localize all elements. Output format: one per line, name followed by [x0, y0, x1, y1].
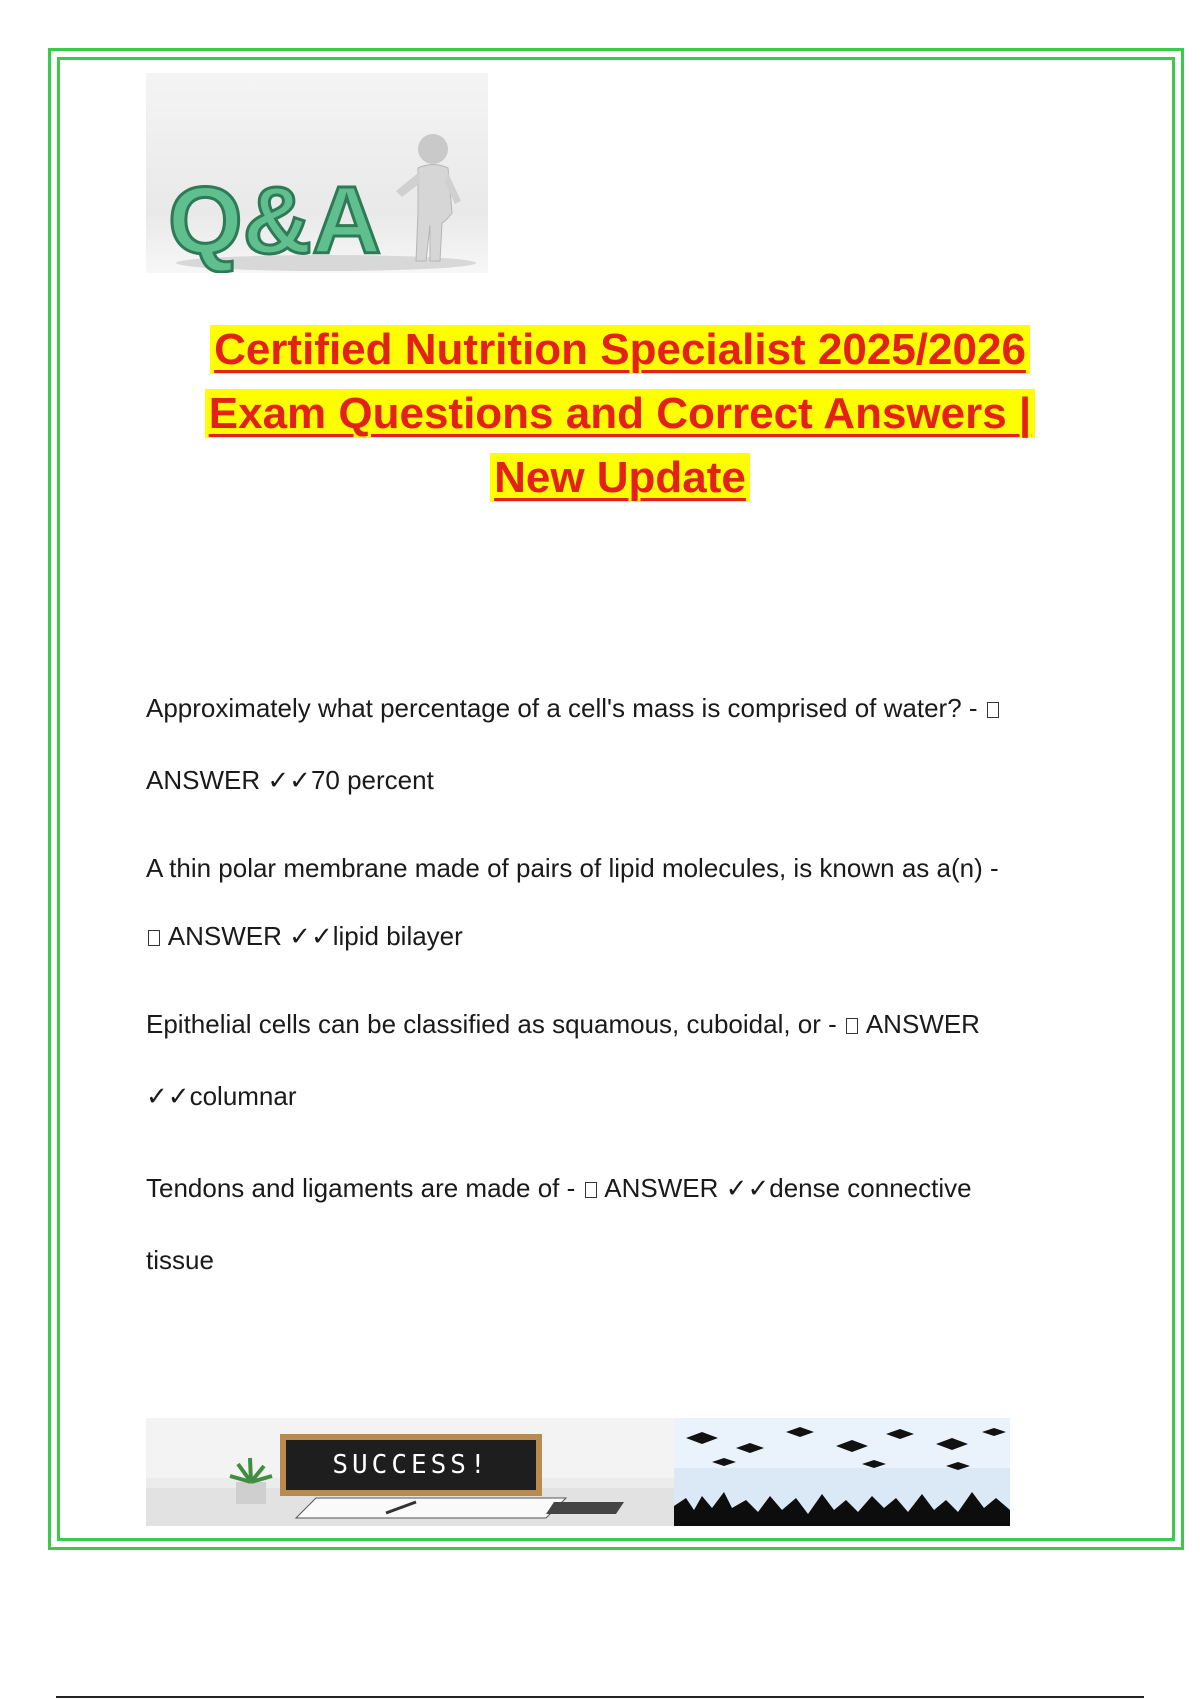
double-check-icon: ✓✓ — [267, 765, 311, 795]
answer-label: ANSWER — [167, 921, 282, 951]
double-check-icon: ✓✓ — [146, 1081, 190, 1111]
graduation-caps-crowd-icon — [674, 1418, 1010, 1526]
double-check-icon: ✓✓ — [289, 921, 333, 951]
question-line — [146, 672, 1086, 744]
answer-label: ANSWER — [146, 765, 261, 795]
answer-line — [146, 900, 1086, 972]
success-chalkboard-desk-icon — [146, 1418, 674, 1526]
answer-line — [146, 744, 1086, 816]
question-line — [146, 1152, 1086, 1224]
chalkboard-text: SUCCESS! — [332, 1450, 490, 1480]
title-line-1: Certified Nutrition Specialist 2025/2026 — [210, 325, 1030, 374]
question-text: A thin polar membrane made of pairs of lipid molecules, is known as a(n) - — [146, 853, 999, 883]
footer-divider — [56, 1696, 1144, 1698]
document-title — [140, 318, 1100, 510]
question-text: Tendons and ligaments are made of - — [146, 1173, 576, 1203]
question-line — [146, 988, 1086, 1060]
question-text: Approximately what percentage of a cell's mass is comprised of water? - — [146, 693, 978, 723]
qa-item — [146, 832, 1086, 972]
person-leaning-on-qa-letters-icon — [146, 73, 488, 273]
answer-label: ANSWER — [604, 1173, 719, 1203]
answer-text: lipid bilayer — [332, 921, 463, 951]
missing-glyph-box-icon — [585, 1182, 597, 1198]
question-text: Epithelial cells can be classified as squamous, cuboidal, or - — [146, 1009, 837, 1039]
title-line-2: Exam Questions and Correct Answers | — [205, 389, 1036, 438]
answer-text: dense connective — [769, 1173, 972, 1203]
qa-logo-text: Q&A — [168, 167, 382, 273]
qa-item — [146, 672, 1086, 816]
missing-glyph-box-icon — [846, 1018, 858, 1034]
double-check-icon: ✓✓ — [725, 1173, 770, 1203]
qa-logo-image — [146, 73, 488, 273]
answer-line — [146, 1060, 1086, 1132]
qa-item — [146, 1152, 1086, 1296]
missing-glyph-box-icon — [148, 930, 160, 946]
answer-line — [146, 1224, 1086, 1296]
question-line — [146, 832, 1086, 904]
answer-text-continued: tissue — [146, 1245, 214, 1275]
success-banner-image — [146, 1418, 1010, 1526]
answer-label: ANSWER — [865, 1009, 980, 1039]
qa-item — [146, 988, 1086, 1132]
answer-text: 70 percent — [310, 765, 434, 795]
answer-text: columnar — [189, 1081, 297, 1111]
missing-glyph-box-icon — [987, 702, 999, 718]
title-line-3: New Update — [490, 453, 750, 502]
